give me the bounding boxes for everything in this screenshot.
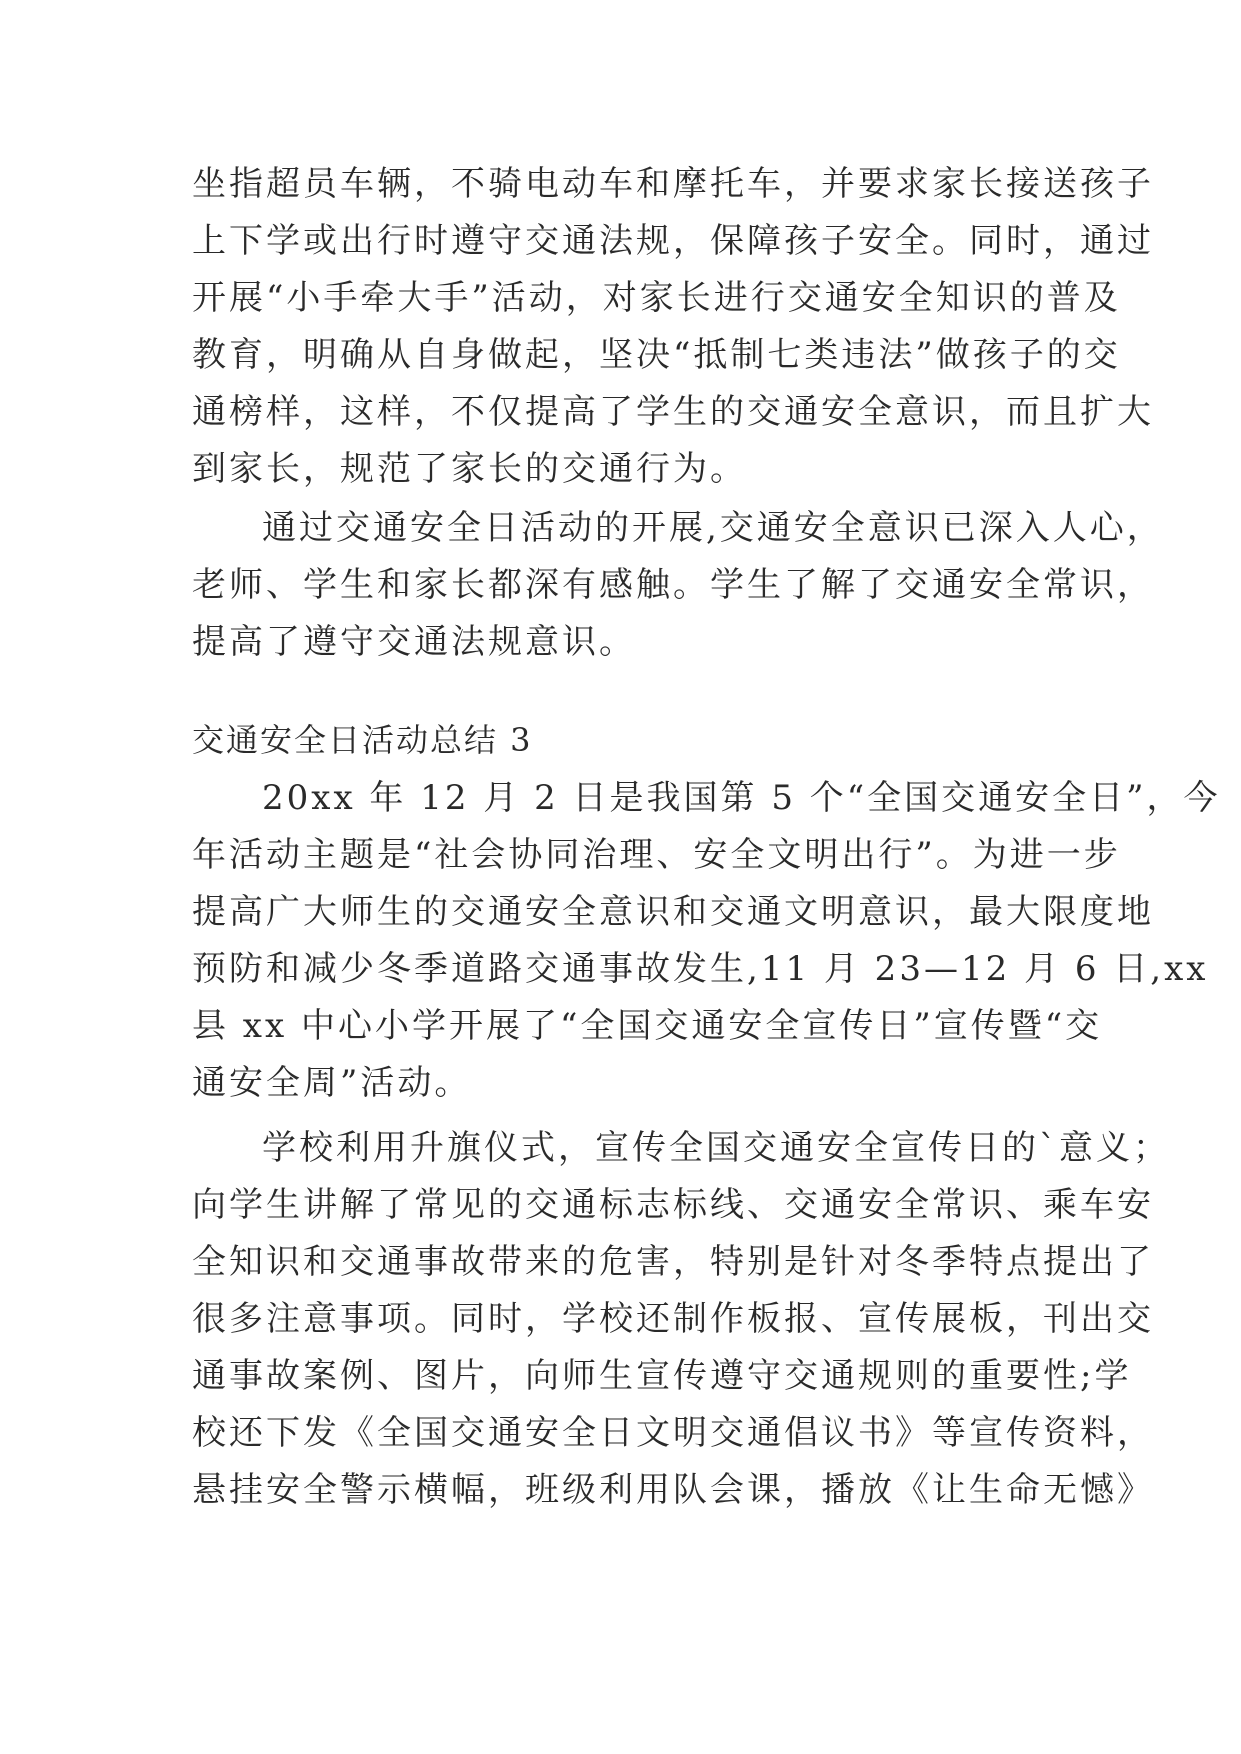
text-line: 县 xx 中心小学开展了“全国交通安全宣传日”宣传暨“交 <box>192 1006 1103 1046</box>
paragraph-activities <box>192 1120 1170 1519</box>
text-line: 提高了遵守交通法规意识。 <box>192 622 636 662</box>
text-line: 提高广大师生的交通安全意识和交通文明意识，最大限度地 <box>192 892 1154 932</box>
text-line: 向学生讲解了常见的交通标志标线、交通安全常识、乘车安 <box>192 1185 1154 1225</box>
paragraph-continuation <box>192 156 1154 498</box>
text-line: 上下学或出行时遵守交通法规，保障孩子安全。同时，通过 <box>192 221 1154 261</box>
section-heading: 交通安全日活动总结 3 <box>192 721 533 759</box>
text-line: 学校利用升旗仪式，宣传全国交通安全宣传日的`意义； <box>262 1128 1170 1168</box>
paragraph-conclusion <box>192 500 1164 671</box>
text-line: 通安全周”活动。 <box>192 1063 472 1103</box>
text-line: 预防和减少冬季道路交通事故发生,11 月 23—12 月 6 日,xx <box>192 949 1209 989</box>
text-line: 通事故案例、图片，向师生宣传遵守交通规则的重要性;学 <box>192 1356 1132 1396</box>
text-line: 通榜样，这样，不仅提高了学生的交通安全意识，而且扩大 <box>192 392 1154 432</box>
text-line: 年活动主题是“社会协同治理、安全文明出行”。为进一步 <box>192 835 1121 875</box>
text-line: 全知识和交通事故带来的危害，特别是针对冬季特点提出了 <box>192 1242 1154 1282</box>
text-line: 老师、学生和家长都深有感触。学生了解了交通安全常识， <box>192 565 1154 605</box>
text-line: 20xx 年 12 月 2 日是我国第 5 个“全国交通安全日”，今 <box>262 778 1221 818</box>
text-line: 通过交通安全日活动的开展,交通安全意识已深入人心， <box>262 508 1164 548</box>
text-line: 坐指超员车辆，不骑电动车和摩托车，并要求家长接送孩子 <box>192 164 1154 204</box>
text-line: 很多注意事项。同时，学校还制作板报、宣传展板，刊出交 <box>192 1299 1154 1339</box>
text-line: 悬挂安全警示横幅，班级利用队会课，播放《让生命无憾》 <box>192 1470 1154 1510</box>
text-line: 到家长，规范了家长的交通行为。 <box>192 449 747 489</box>
text-line: 教育，明确从自身做起，坚决“抵制七类违法”做孩子的交 <box>192 335 1121 375</box>
text-line: 校还下发《全国交通安全日文明交通倡议书》等宣传资料， <box>192 1413 1154 1453</box>
text-line: 开展“小手牵大手”活动，对家长进行交通安全知识的普及 <box>192 278 1121 318</box>
paragraph-introduction <box>192 770 1221 1112</box>
